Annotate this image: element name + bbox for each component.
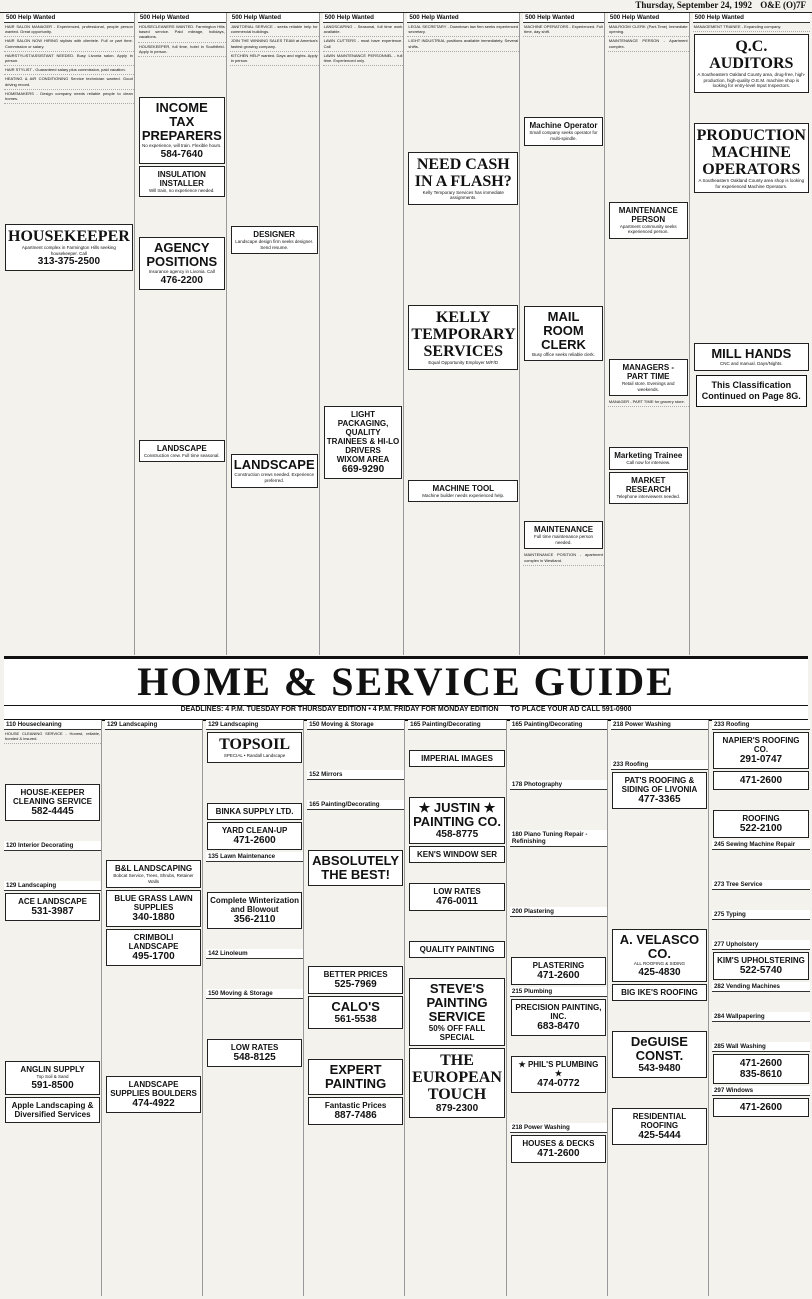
display-ad-title: LOW RATES	[433, 887, 481, 896]
display-ad-body: Retail store. Evenings and weekends.	[622, 381, 675, 392]
column-heading: 284 Wallpapering	[712, 1012, 810, 1022]
service-column-3	[206, 720, 304, 1296]
classified-ad: MAINTENANCE POSITION - apartment complex in Westland.	[523, 551, 604, 565]
display-ad-title: KELLY TEMPORARY SERVICES	[411, 309, 516, 360]
display-ad-title: PLASTERING	[532, 961, 585, 970]
display-ad-title: BIG IKE'S ROOFING	[621, 987, 698, 997]
display-ad-phone: 474-0772	[537, 1078, 580, 1089]
display-ad	[612, 984, 707, 1001]
display-ad	[409, 846, 505, 863]
display-ad-body: SPECIAL • Randall Landscape	[223, 753, 286, 758]
display-ad	[524, 521, 603, 549]
display-ad-title: NAPIER'S ROOFING CO.	[722, 736, 800, 754]
classified-ad: HAIRSTYLIST/ASSISTANT NEEDED. Busy Livonia salon. Apply in person.	[4, 52, 134, 66]
display-ad-title: ★ JUSTIN ★ PAINTING CO.	[413, 800, 501, 829]
display-ad-title: HOUSES & DECKS	[522, 1139, 595, 1148]
column-heading: 180 Piano Tuning Repair - Refinishing	[510, 830, 607, 847]
column-heading: 218 Power Washing	[510, 1123, 607, 1133]
classified-ad: LIGHT INDUSTRIAL positions available immediately. Several shifts.	[407, 37, 519, 51]
help-wanted-column-7	[608, 13, 690, 655]
display-ad-title: INSULATION INSTALLER	[157, 169, 206, 188]
display-ad-body: Busy office seeks reliable clerk.	[532, 351, 595, 357]
display-ad	[524, 306, 603, 362]
display-ad	[207, 1039, 302, 1067]
display-ad	[713, 1054, 809, 1084]
display-ad-phone: 458-8775	[435, 829, 479, 840]
display-ad	[612, 929, 707, 982]
column-heading: 277 Upholstery	[712, 940, 810, 950]
display-ad-body: Small company seeks operator for multi-spindle.	[529, 130, 598, 141]
service-column-5	[408, 720, 507, 1296]
help-wanted-column-2	[138, 13, 227, 655]
display-ad-body: A Southeastern Oakland County area, drug-free, high-production, high-quality O.E.M. machine shop is looking for entry-level Input Inspectors.	[697, 72, 806, 89]
display-ad	[409, 797, 505, 844]
help-wanted-column-5	[407, 13, 520, 655]
column-heading: 500 Help Wanted	[138, 13, 226, 23]
display-ad-phone: 291-0747	[739, 754, 783, 765]
display-ad-body: Will train, no experience needed.	[149, 187, 215, 193]
display-ad-title: ABSOLUTELY THE BEST!	[312, 853, 400, 882]
display-ad-phone: 543-9480	[638, 1062, 681, 1074]
display-ad-title: MAINTENANCE	[533, 525, 594, 535]
display-ad-title: Fantastic Prices	[324, 1101, 387, 1110]
display-ad	[609, 202, 688, 239]
display-ad-body: Equal Opportunity Employer M/F/D	[428, 360, 499, 365]
column-heading: 215 Plumbing	[510, 987, 607, 997]
display-ad-title: B&L LANDSCAPING	[114, 864, 193, 873]
guide-deadline	[4, 705, 808, 713]
display-ad	[713, 1098, 809, 1117]
column-heading: 110 Housecleaning	[4, 720, 101, 730]
service-column-2	[105, 720, 203, 1296]
display-ad-title: MILL HANDS	[711, 346, 792, 362]
classified-ad: HOUSE CLEANING SERVICE - Honest, reliable, bonded & insured.	[4, 730, 101, 744]
classified-ad: HOMEMAKERS - Design company needs reliable people to clean homes.	[4, 90, 134, 104]
display-ad-body: Apartment community seeks experienced person.	[619, 223, 677, 235]
display-ad-phone: 471-2600	[233, 834, 276, 846]
display-ad-title: KIM'S UPHOLSTERING	[717, 956, 805, 965]
display-ad-body: Construction crew. Full time seasonal.	[143, 452, 220, 458]
classified-ad: MANAGER - PART TIME for grocery store.	[608, 398, 689, 407]
display-ad-body: Call now for interview.	[626, 460, 671, 466]
column-heading: 120 Interior Decorating	[4, 841, 101, 851]
display-ad	[694, 34, 809, 93]
display-ad-phone: 495-1700	[132, 951, 175, 963]
service-column-1	[4, 720, 102, 1296]
display-ad	[408, 480, 518, 503]
display-ad	[207, 892, 302, 929]
display-ad-phone: 522-2100	[739, 823, 783, 834]
display-ad-title: BETTER PRICES	[323, 970, 388, 979]
display-ad-phone: 525-7969	[334, 979, 377, 990]
classified-ad: HAIR STYLIST - Guaranteed salary plus commission, paid vacation.	[4, 66, 134, 75]
display-ad-phone: 561-5538	[334, 1014, 377, 1025]
column-heading: 129 Landscaping	[206, 720, 303, 730]
display-ad-phone: 582-4445	[31, 806, 74, 818]
column-heading: 500 Help Wanted	[323, 13, 404, 23]
display-ad	[524, 117, 603, 145]
guide-deadline-call: TO PLACE YOUR AD CALL 591-0900	[510, 706, 632, 713]
display-ad	[231, 226, 318, 254]
column-heading: 275 Typing	[712, 910, 810, 920]
masthead-page	[760, 0, 806, 10]
classified-ad: JOIN THE WINNING SALES TEAM at America's fastest growing company.	[230, 37, 319, 51]
display-ad-phone: 471-2600	[739, 1102, 783, 1113]
display-ad-title: ROOFING	[742, 814, 780, 823]
column-heading: 500 Help Wanted	[230, 13, 319, 23]
display-ad	[408, 305, 518, 370]
masthead-date: Thursday, September 24, 1992	[635, 0, 752, 10]
display-ad	[324, 406, 403, 479]
display-ad-title: CALO'S	[331, 999, 380, 1014]
display-ad-title: MAIL ROOM CLERK	[541, 308, 586, 352]
display-ad-title: KEN'S WINDOW SER	[416, 850, 498, 859]
display-ad	[409, 1048, 505, 1118]
display-ad-phone: 471-2600	[739, 775, 783, 786]
column-heading: 233 Roofing	[712, 720, 810, 730]
column-heading: 297 Windows	[712, 1086, 810, 1096]
display-ad-title: AGENCY POSITIONS	[146, 240, 218, 270]
display-ad-body: ALL ROOFING & SIDING	[633, 961, 685, 966]
classified-ad: MAINTENANCE PERSON - Apartment complex.	[608, 37, 689, 51]
classified-ad: LANDSCAPING - Seasonal, full time work available.	[323, 23, 404, 37]
guide-title: HOME & SERVICE GUIDE	[137, 659, 675, 704]
service-column-4	[307, 720, 405, 1296]
display-ad	[308, 1097, 403, 1125]
display-ad-title: ACE LANDSCAPE	[18, 897, 87, 907]
column-heading: 500 Help Wanted	[693, 13, 810, 23]
display-ad-body: A Southeastern Oakland County area shop is looking for experienced Machine Operators.	[698, 177, 805, 189]
display-ad-title: CRIMBOLI LANDSCAPE	[128, 933, 179, 952]
classified-ad: MAILROOM CLERK (Part-Time) Immediate opening.	[608, 23, 689, 37]
display-ad	[5, 893, 100, 921]
display-ad	[408, 152, 518, 205]
display-ad	[139, 166, 225, 198]
display-ad-title: LOW RATES	[230, 1042, 279, 1052]
display-ad-title: QUALITY PAINTING	[419, 945, 495, 954]
display-ad-phone: 471-2600	[537, 970, 580, 981]
classified-ad: HAIR SALON NOW HIRING stylists with clientele. Full or part time. Commission or salary.	[4, 37, 134, 51]
display-ad	[5, 224, 133, 271]
display-ad	[106, 860, 201, 888]
display-ad-title: INCOME TAX PREPARERS	[141, 100, 222, 144]
display-ad	[409, 883, 505, 911]
display-ad-title: Marketing Trainee	[614, 451, 683, 461]
column-heading: 178 Photography	[510, 780, 607, 790]
column-heading: 500 Help Wanted	[4, 13, 134, 23]
classified-ad: MANAGEMENT TRAINEE - Expanding company.	[693, 23, 810, 32]
classified-ad: LEGAL SECRETARY - Downtown law firm seeks experienced secretary.	[407, 23, 519, 37]
classified-ad: HAIR SALON MANAGER - Experienced, professional, people person wanted. Great opportunity.	[4, 23, 134, 37]
display-ad	[609, 447, 688, 470]
classified-ad: HOUSECLEANERS WANTED. Farmington Hills based service. Paid mileage, holidays, vacations.	[138, 23, 226, 43]
service-guide-section	[4, 720, 810, 1296]
display-ad-body: Construction crews needed. Experience preferred.	[234, 472, 314, 483]
display-ad-title: BINKA SUPPLY LTD.	[215, 806, 294, 816]
display-ad	[207, 732, 302, 763]
display-ad-title: THE EUROPEAN TOUCH	[412, 1052, 502, 1103]
display-ad-body: Full time maintenance person needed.	[533, 534, 594, 545]
column-heading: 282 Vending Machines	[712, 982, 810, 992]
classified-ad: KITCHEN HELP wanted. Days and nights. Apply in person.	[230, 52, 319, 66]
column-heading: 165 Painting/Decorating	[510, 720, 607, 730]
display-ad	[409, 750, 505, 767]
column-heading: 245 Sewing Machine Repair	[712, 840, 810, 850]
display-ad-body: Machine builder needs experienced help.	[422, 492, 505, 498]
display-ad-title: PRECISION PAINTING, INC.	[515, 1003, 602, 1021]
help-wanted-column-1	[4, 13, 135, 655]
display-ad-title: MANAGERS - PART TIME	[622, 363, 675, 381]
column-heading: 165 Painting/Decorating	[307, 800, 404, 810]
display-ad	[106, 890, 201, 927]
display-ad-title: LANDSCAPE	[156, 443, 207, 453]
display-ad	[713, 810, 809, 838]
display-ad	[612, 1108, 707, 1145]
column-heading: 500 Help Wanted	[407, 13, 519, 23]
display-ad-phone: 887-7486	[334, 1110, 377, 1121]
display-ad	[106, 1076, 201, 1113]
display-ad-phone: 476-2200	[160, 274, 203, 286]
display-ad	[106, 929, 201, 966]
display-ad-phone: 425-5444	[638, 1129, 681, 1141]
display-ad-title: ★ PHIL'S PLUMBING ★	[518, 1060, 599, 1078]
display-ad	[612, 772, 707, 809]
display-ad-phone: 340-1880	[132, 912, 175, 924]
display-ad-phone: 425-4830	[638, 966, 681, 978]
display-ad	[308, 996, 403, 1029]
display-ad-phone: 591-8500	[31, 1080, 74, 1091]
display-ad-body: Apartment complex in Farmington Hills seeking housekeeper. Call	[21, 245, 116, 256]
display-ad-title: HOUSE-KEEPER CLEANING SERVICE	[13, 788, 92, 807]
service-column-6	[510, 720, 608, 1296]
column-heading: 233 Roofing	[611, 760, 708, 770]
masthead	[0, 0, 812, 13]
display-ad-body: Insurance agency in Livonia. Call	[148, 269, 215, 275]
column-heading: 152 Mirrors	[307, 770, 404, 780]
display-ad	[139, 97, 225, 164]
display-ad-phone: 477-3365	[638, 794, 681, 805]
display-ad-title: MARKET RESEARCH	[625, 475, 671, 494]
display-ad	[409, 978, 505, 1046]
display-ad-body: CNC and manual. Days/Nights.	[720, 361, 783, 367]
column-heading: 500 Help Wanted	[523, 13, 604, 23]
display-ad	[511, 1135, 606, 1163]
display-ad	[5, 784, 100, 821]
display-ad-phone: 471-2600	[537, 1148, 580, 1159]
display-ad-title: MAINTENANCE PERSON	[618, 205, 678, 224]
display-ad	[207, 822, 302, 850]
display-ad	[308, 850, 403, 886]
display-ad-title: NEED CASH IN A FLASH?	[414, 155, 512, 190]
display-ad-body: Top Soil & Sand	[36, 1074, 69, 1080]
display-ad	[609, 472, 688, 504]
display-ad	[713, 952, 809, 980]
column-heading: 129 Landscaping	[4, 881, 101, 891]
help-wanted-column-6	[523, 13, 605, 655]
display-ad-phone: 476-0011	[436, 896, 478, 907]
column-heading: 500 Help Wanted	[608, 13, 689, 23]
display-ad-phone: 522-5740	[739, 965, 783, 976]
display-ad-title: TOPSOIL	[219, 736, 290, 753]
display-ad-title: A. VELASCO CO.	[619, 932, 700, 961]
display-ad-phone: 669-9290	[341, 464, 385, 476]
display-ad-title: DESIGNER	[253, 230, 296, 240]
display-ad-phone: 683-8470	[537, 1021, 580, 1032]
display-ad-title: LIGHT PACKAGING, QUALITY TRAINEES & HI-LO DRIVERS	[326, 410, 400, 456]
display-ad	[409, 941, 505, 958]
service-column-8	[712, 720, 810, 1296]
home-service-guide-banner	[4, 656, 808, 721]
display-ad-title: MACHINE TOOL	[432, 483, 495, 493]
display-ad-body: No experience, will train. Flexible hours.	[142, 143, 222, 149]
display-ad	[207, 803, 302, 820]
display-ad-title: Machine Operator	[529, 121, 598, 131]
display-ad	[308, 1059, 403, 1095]
display-ad	[694, 123, 809, 193]
column-heading: 273 Tree Service	[712, 880, 810, 890]
help-wanted-column-3	[230, 13, 320, 655]
display-ad-title: EXPERT PAINTING	[325, 1062, 387, 1091]
column-heading: 150 Moving & Storage	[206, 989, 303, 999]
display-ad	[511, 957, 606, 985]
display-ad-phone: 471-2600	[739, 1058, 783, 1069]
display-ad-body: Bobcat Service, Trees, Shrubs, Retainer Walls	[113, 873, 194, 884]
display-ad-phone: 474-4922	[132, 1098, 175, 1110]
display-ad	[139, 237, 225, 290]
display-ad-title: Apple Landscaping & Diversified Services	[11, 1101, 94, 1119]
display-ad-phone: 548-8125	[233, 1051, 276, 1063]
display-ad-title: YARD CLEAN-UP	[221, 825, 288, 835]
column-heading: 285 Wall Washing	[712, 1042, 810, 1052]
display-ad	[511, 1056, 606, 1093]
display-ad-title: PAT'S ROOFING & SIDING OF LIVONIA	[621, 776, 698, 794]
display-ad	[612, 1031, 707, 1078]
display-ad-title: DeGUISE CONST.	[630, 1033, 688, 1063]
help-wanted-column-8	[693, 13, 810, 655]
display-ad-title: STEVE'S PAINTING SERVICE	[426, 981, 488, 1024]
display-ad-body: WIXOM AREA	[336, 455, 390, 465]
display-ad	[609, 359, 688, 396]
display-ad	[5, 1097, 100, 1123]
display-ad-phone: 879-2300	[435, 1103, 479, 1114]
column-heading: 165 Painting/Decorating	[408, 720, 506, 730]
display-ad-phone: 313-375-2500	[37, 256, 101, 268]
column-heading: 200 Plastering	[510, 907, 607, 917]
display-ad-phone: 531-3987	[31, 906, 74, 918]
masthead-section: O&E	[760, 0, 781, 10]
classified-ad: JANITORIAL SERVICE - seeks reliable help for commercial buildings.	[230, 23, 319, 37]
classified-ad: LAWN CUTTERS - must have experience. Call	[323, 37, 404, 51]
continued-notice: This Classification Continued on Page 8G.	[696, 375, 807, 407]
display-ad-body: Telephone interviewers needed.	[616, 493, 681, 499]
column-heading: 150 Moving & Storage	[307, 720, 404, 730]
help-wanted-column-4	[323, 13, 405, 655]
display-ad-body: Landscape design firm seeks designer. Send resume.	[235, 239, 314, 250]
column-heading: 129 Landscaping	[105, 720, 202, 730]
display-ad-title: IMPERIAL IMAGES	[421, 754, 493, 763]
display-ad	[713, 732, 809, 769]
display-ad	[511, 999, 606, 1036]
display-ad	[308, 966, 403, 994]
display-ad	[694, 343, 809, 371]
classified-ad: LAWN MAINTENANCE PERSONNEL - full time. Experienced only.	[323, 52, 404, 66]
display-ad-title: LANDSCAPE SUPPLIES BOULDERS	[110, 1080, 197, 1099]
display-ad-title: RESIDENTIAL ROOFING	[632, 1111, 687, 1130]
display-ad-phone: 356-2110	[233, 913, 276, 925]
display-ad-title: BLUE GRASS LAWN SUPPLIES	[114, 894, 193, 913]
display-ad	[231, 454, 318, 487]
column-heading: 135 Lawn Maintenance	[206, 852, 303, 862]
display-ad-title: Complete Winterization and Blowout	[210, 895, 299, 914]
display-ad-phone: 584-7640	[160, 148, 203, 160]
display-ad-title: HOUSEKEEPER	[8, 228, 130, 246]
classified-ad: MACHINE OPERATORS - Experienced. Full time, day shift.	[523, 23, 604, 37]
display-ad-title: PRODUCTION MACHINE OPERATORS	[696, 126, 806, 178]
display-ad	[713, 771, 809, 790]
masthead-page-number: (O)7F	[783, 0, 806, 10]
column-heading: 142 Linoleum	[206, 949, 303, 959]
display-ad-body: 50% OFF FALL SPECIAL	[428, 1024, 486, 1042]
display-ad	[139, 440, 225, 463]
display-ad-title: Q.C. AUDITORS	[709, 38, 794, 73]
display-ad-phone-2: 835-8610	[739, 1069, 783, 1080]
column-heading: 218 Power Washing	[611, 720, 708, 730]
guide-deadline-text: DEADLINES: 4 P.M. TUESDAY FOR THURSDAY EDITION • 4 P.M. FRIDAY FOR MONDAY EDITION	[180, 706, 499, 713]
help-wanted-section	[4, 13, 810, 655]
display-ad-title: LANDSCAPE	[233, 457, 315, 473]
classified-ad: HEATING & AIR CONDITIONING Service technician wanted. Good driving record.	[4, 75, 134, 89]
service-column-7	[611, 720, 709, 1296]
display-ad-title: ANGLIN SUPPLY	[20, 1065, 85, 1075]
classified-ad: HOUSEKEEPER, full time, hotel in Southfield. Apply in person.	[138, 43, 226, 57]
display-ad	[5, 1061, 100, 1095]
display-ad-body: Kelly Temporary Services has immediate assignments.	[422, 189, 504, 201]
